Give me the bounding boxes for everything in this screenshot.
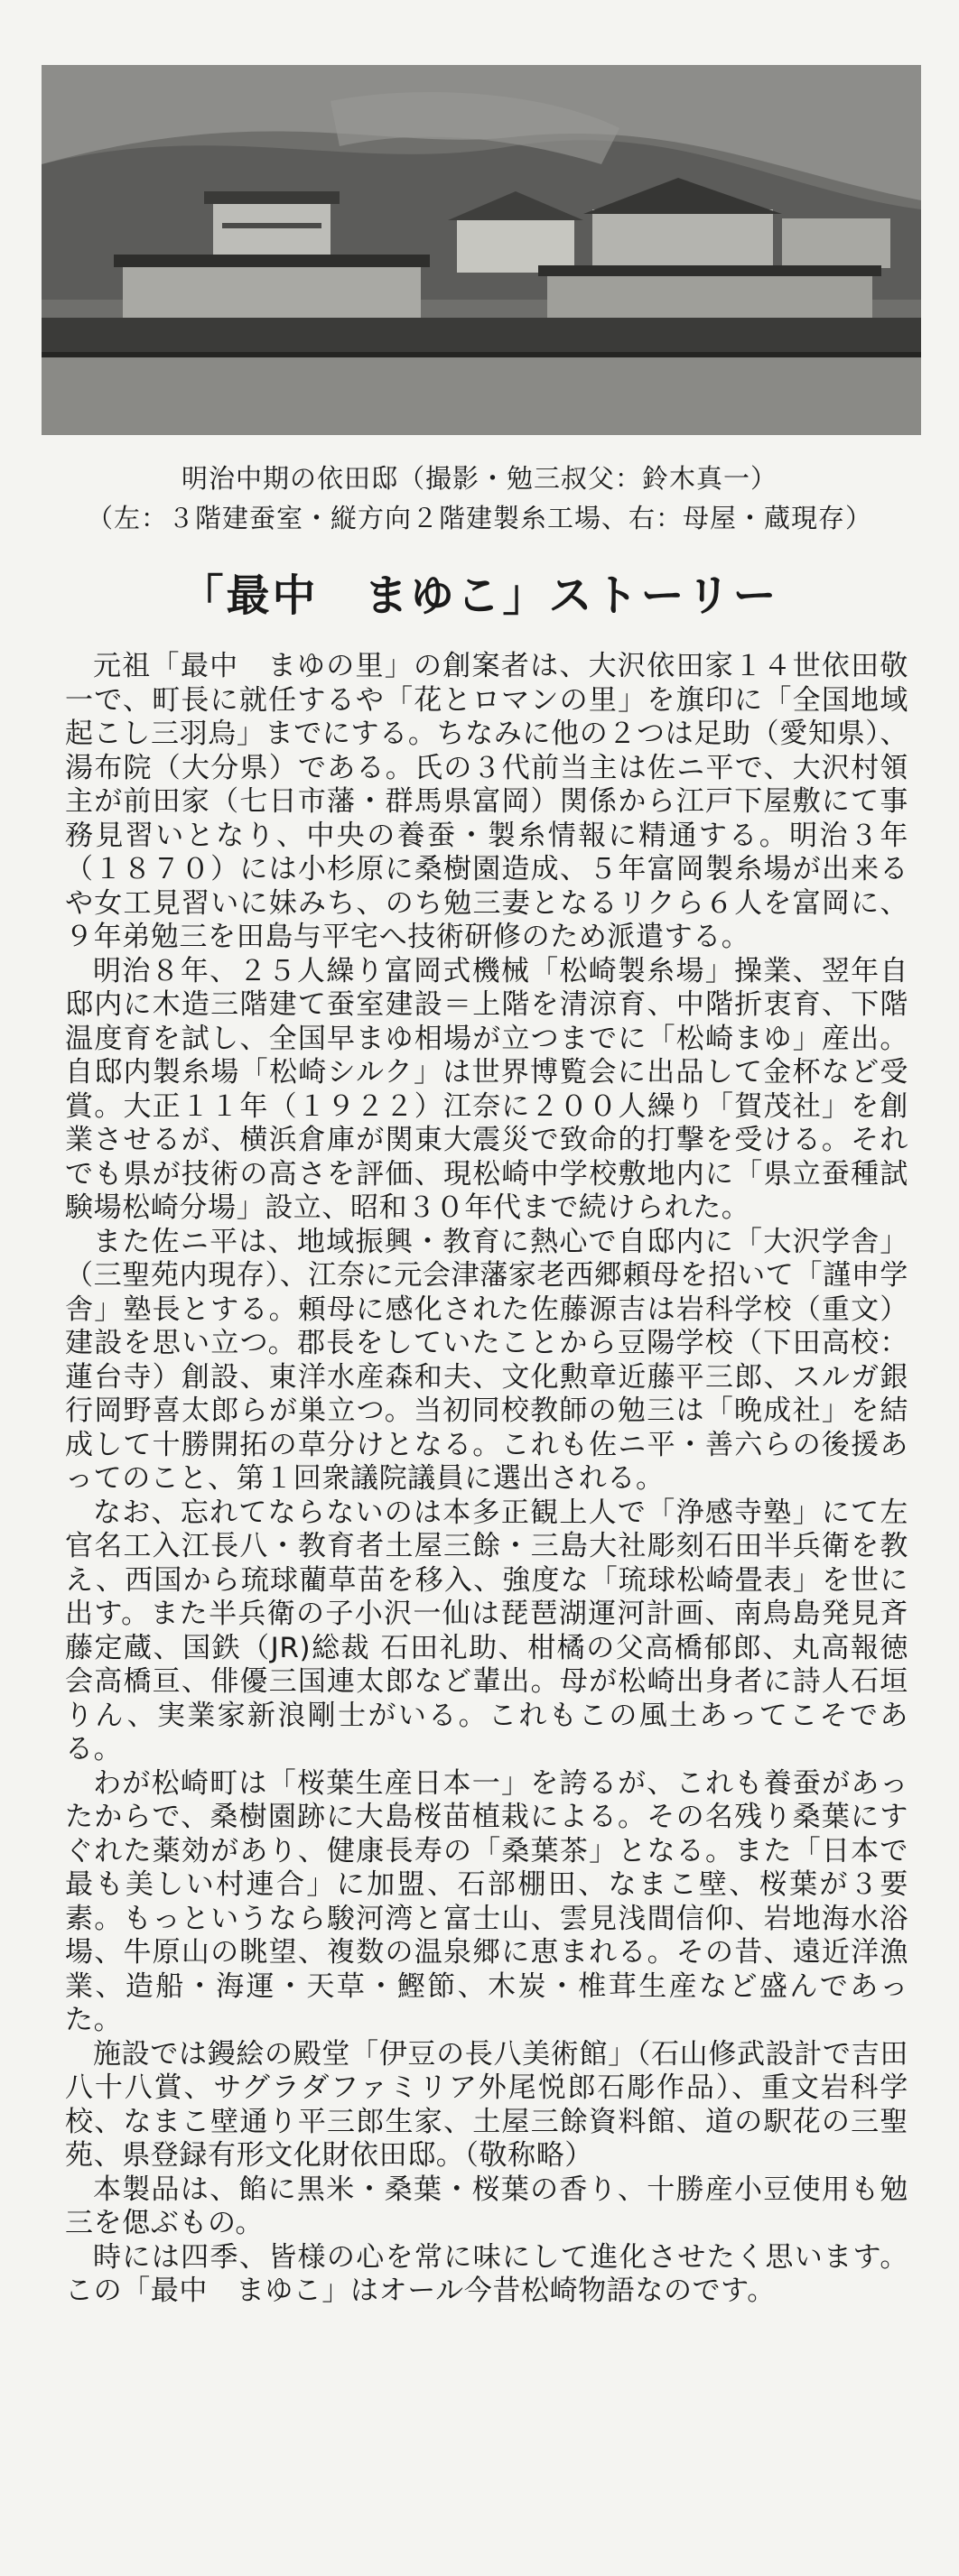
story-body — [65, 650, 908, 2309]
paragraph: わが松崎町は「桜葉生産日本一」を誇るが、これも養蚕があったからで、桑樹園跡に大島桜苗植栽による。その名残り桑葉にすぐれた薬効があり、健康長寿の「桑葉茶」となる。また「日本で最も美しい村連合」に加盟、石部棚田、なまこ壁、桜葉が３要素。もっというなら駿河湾と富士山、雲見浅間信仰、岩地海水浴場、牛原山の眺望、複数の温泉郷に恵まれる。その昔、遠近洋漁業、造船・海運・天草・鰹節、木炭・椎茸生産など盛んであった。 — [65, 1766, 908, 2036]
paragraph: 施設では鏝絵の殿堂「伊豆の長八美術館」（石山修武設計で吉田八十八賞、サグラダファミリア外尾悦郎石彫作品）、重文岩科学校、なまこ壁通り平三郎生家、土屋三餘資料館、道の駅花の三聖苑、県登録有形文化財依田邸。（敬称略） — [65, 2037, 908, 2172]
photo-caption-line1: 明治中期の依田邸（撮影・勉三叔父：鈴木真一） — [181, 463, 777, 494]
photo-illustration — [42, 65, 921, 435]
paragraph: 本製品は、餡に黒米・桑葉・桜葉の香り、十勝産小豆使用も勉三を偲ぶもの。 — [65, 2173, 908, 2239]
paragraph: 明治８年、２５人繰り富岡式機械「松崎製糸場」操業、翌年自邸内に木造三階建て蚕室建設＝上階を清涼育、中階折衷育、下階温度育を試し、全国早まゆ相場が立つまでに「松崎まゆ」産出。自邸内製糸場「松崎シルク」は世界博覧会に出品して金杯など受賞。大正１１年（１９２２）江奈に２００人繰り「賀茂社」を創業させるが、横浜倉庫が関東大震災で致命的打撃を受ける。それでも県が技術の高さを評価、現松崎中学校敷地内に「県立蚕種試験場松崎分場」設立、昭和３０年代まで続けられた。 — [65, 954, 908, 1224]
paragraph: 時には四季、皆様の心を常に味にして進化させたく思います。この「最中 まゆこ」はオール今昔松崎物語なのです。 — [65, 2240, 908, 2307]
photo-caption-line2: （左：３階建蚕室・縦方向２階建製糸工場、右：母屋・蔵現存） — [86, 503, 872, 533]
paragraph: また佐ニ平は、地域振興・教育に熱心で自邸内に「大沢学舎」（三聖苑内現存）、江奈に元会津藩家老西郷頼母を招いて「謹申学舎」塾長とする。頼母に感化された佐藤源吉は岩科学校（重文）建設を思い立つ。郡長をしていたことから豆陽学校（下田高校：蓮台寺）創設、東洋水産森和夫、文化勲章近藤平三郎、スルガ銀行岡野喜太郎らが巣立つ。当初同校教師の勉三は「晩成社」を結成して十勝開拓の草分けとなる。これも佐ニ平・善六らの後援あってのこと、第１回衆議院議員に選出される。 — [65, 1225, 908, 1495]
page-title: 「最中 まゆこ」ストーリー — [180, 570, 779, 621]
historic-photo — [42, 65, 921, 435]
paragraph: なお、忘れてならないのは本多正観上人で「浄感寺塾」にて左官名工入江長八・教育者土屋三餘・三島大社彫刻石田半兵衛を教え、西国から琉球藺草苗を移入、強度な「琉球松崎畳表」を世に出す。また半兵衛の子小沢一仙は琵琶湖運河計画、南鳥島発見斉藤定蔵、国鉄（JR)総裁 石田礼助、柑橘の父高橋郁郎、丸高報徳会高橋亘、俳優三国連太郎など輩出。母が松崎出身者に詩人石垣りん、実業家新浪剛士がいる。これもこの風土あってこそである。 — [65, 1496, 908, 1765]
paragraph: 元祖「最中 まゆの里」の創案者は、大沢依田家１４世依田敬一で、町長に就任するや「花とロマンの里」を旗印に「全国地域起こし三羽烏」までにする。ちなみに他の２つは足助（愛知県）、湯布院（大分県）である。氏の３代前当主は佐ニ平で、大沢村領主が前田家（七日市藩・群馬県富岡）関係から江戸下屋敷にて事務見習いとなり、中央の養蚕・製糸情報に精通する。明治３年（１８７０）には小杉原に桑樹園造成、５年富岡製糸場が出来るや女工見習いに妹みち、のち勉三妻となるリクら６人を富岡に、９年弟勉三を田島与平宅へ技術研修のため派遣する。 — [65, 650, 908, 953]
